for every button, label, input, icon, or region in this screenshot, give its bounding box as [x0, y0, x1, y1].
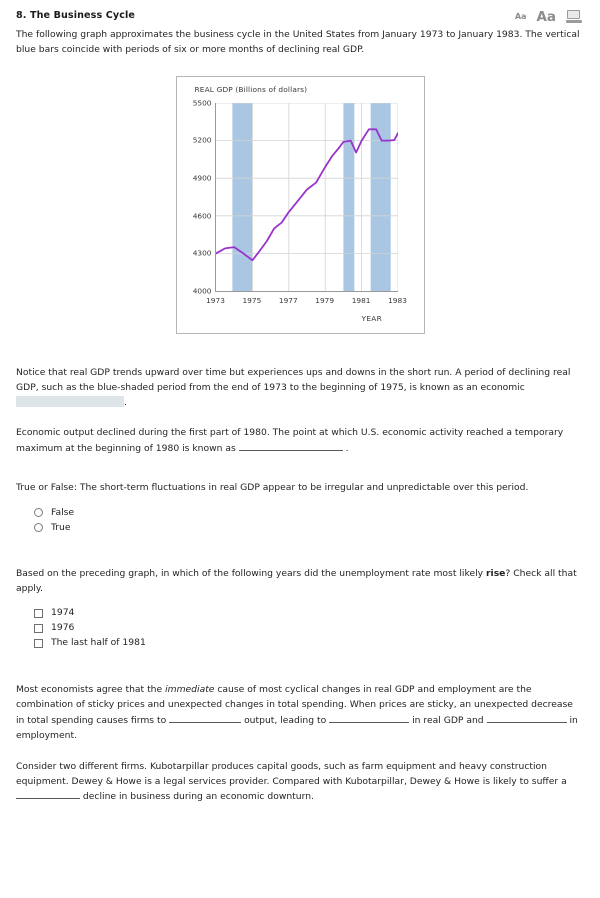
gdp-chart [176, 76, 425, 334]
question-6-blank[interactable] [16, 789, 80, 799]
question-6-text-1: Consider two different firms. Kubotarpillar produces capital goods, such as farm equipment and heavy construction equipment. Dewey & Howe is a legal services provider. Compared with Kubotarpillar, Dewey & Howe is likely to suffer a [16, 760, 567, 787]
checkbox-option-1981-second-half[interactable] [16, 636, 584, 651]
monitor-base [566, 20, 582, 23]
checkbox-option-1976[interactable] [16, 621, 584, 636]
monitor-icon[interactable] [566, 10, 582, 24]
question-6 [16, 760, 584, 806]
x-axis-tick-label: 1975 [242, 295, 262, 305]
checkbox-option-label: 1976 [51, 622, 75, 634]
chart-title: REAL GDP (Billions of dollars) [194, 84, 308, 94]
question-5-emphasis: immediate [165, 683, 215, 695]
checkbox-icon[interactable] [34, 609, 43, 618]
question-4-prompt [16, 567, 584, 597]
question-2-period: . [345, 443, 349, 455]
checkbox-option-1974[interactable] [16, 606, 584, 621]
checkbox-option-label: The last half of 1981 [51, 637, 146, 649]
chart-plot-area [192, 98, 407, 305]
x-axis-tick-label: 1979 [315, 295, 335, 305]
y-axis-tick-label: 5200 [192, 135, 212, 145]
question-5-blank-3[interactable] [487, 713, 567, 723]
question-4-text-1: Based on the preceding graph, in which of the following years did the unemployment rate most likely [16, 568, 487, 580]
radio-icon[interactable] [34, 508, 43, 517]
y-axis-tick-label: 4900 [192, 173, 212, 183]
question-2-text: Economic output declined during the first part of 1980. The point at which U.S. economic activity reached a temporary maximum at the beginning of 1980 is known as [16, 427, 564, 455]
question-3-prompt: True or False: The short-term fluctuations in real GDP appear to be irregular and unpredictable over this period. [16, 482, 529, 494]
question-1-period: . [124, 396, 127, 408]
toolbar [515, 7, 584, 28]
y-axis-tick-label: 5500 [192, 98, 212, 107]
question-5-text-3: output, leading to [244, 714, 327, 726]
x-axis-tick-label: 1983 [388, 295, 407, 305]
question-2-blank[interactable] [239, 441, 343, 451]
intro-paragraph: The following graph approximates the business cycle in the United States from January 1973 to January 1983. The vertical blue bars coincide with periods of six or more months of declining real GDP. [16, 28, 580, 55]
question-4-emphasis: rise [486, 568, 506, 580]
x-axis-tick-label: 1981 [351, 295, 371, 305]
question-1-text: Notice that real GDP trends upward over time but experiences ups and downs in the short run. A period of declining real GDP, such as the blue-shaded period from the end of 1973 to the beginning of 1975, is known as an economic [16, 366, 571, 393]
page-title: 8. The Business Cycle [16, 10, 135, 21]
checkbox-icon[interactable] [34, 639, 43, 648]
checkbox-icon[interactable] [34, 624, 43, 633]
radio-icon[interactable] [34, 523, 43, 532]
question-4-options [16, 606, 584, 651]
page-header [16, 0, 584, 28]
x-axis-title: YEAR [361, 313, 383, 323]
question-5-text-2: cause of most cyclical changes in real GDP and employment are the combination of sticky prices and unexpected changes in total spending. When prices are sticky, an unexpected decrease in total spending causes firms to [16, 683, 573, 726]
question-1-blank[interactable] [16, 396, 124, 407]
x-axis-tick-label: 1977 [278, 295, 298, 305]
chart-svg [216, 103, 398, 291]
question-6-text-2: decline in business during an economic downturn. [82, 791, 314, 803]
y-axis-tick-label: 4300 [192, 248, 212, 258]
question-4-text-2: ? Check all that apply. [16, 568, 577, 595]
y-axis-tick-label: 4000 [192, 286, 212, 295]
radio-option-label: False [51, 506, 75, 518]
font-size-large-icon[interactable]: Aa [536, 9, 556, 25]
checkbox-option-label: 1974 [51, 607, 75, 619]
question-5-blank-2[interactable] [329, 713, 409, 723]
radio-option-true[interactable] [16, 520, 584, 535]
question-2 [16, 426, 584, 457]
question-5 [16, 683, 584, 744]
question-1 [16, 366, 584, 411]
question-3-options [16, 505, 584, 535]
font-size-small-icon[interactable]: Aa [514, 12, 527, 22]
chart-container [16, 76, 584, 334]
monitor-screen [567, 10, 580, 19]
question-5-text-4: in real GDP and [412, 714, 484, 726]
question-5-text-5: in employment. [16, 714, 578, 741]
x-axis-tick-label: 1973 [206, 295, 225, 305]
radio-option-label: True [51, 521, 71, 533]
question-5-text-1: Most economists agree that the [16, 683, 166, 695]
radio-option-false[interactable] [16, 505, 584, 520]
question-5-blank-1[interactable] [169, 713, 241, 723]
y-axis-tick-label: 4600 [192, 210, 212, 220]
